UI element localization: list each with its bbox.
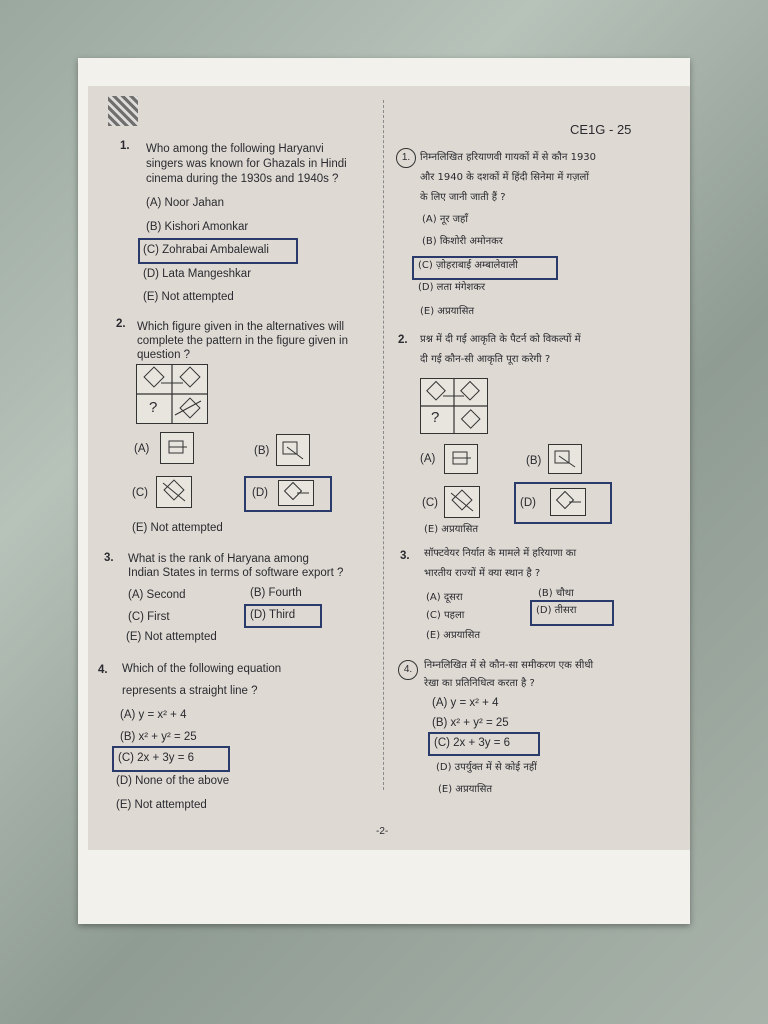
q1-text-line: Who among the following Haryanvi: [146, 143, 324, 155]
q3-text-line: Indian States in terms of software export ?: [128, 567, 344, 579]
q2-option-c-figure: [156, 476, 192, 508]
q3-number: 3.: [400, 550, 410, 562]
q4-text-line: Which of the following equation: [122, 663, 282, 675]
q3-hindi-option-c: (C) पहला: [426, 610, 465, 621]
q3-hindi-option-b: (B) चौथा: [538, 588, 574, 599]
q2-text-line: complete the pattern in the figure given in: [137, 335, 348, 347]
column-divider: [383, 100, 384, 790]
q2-hindi-option-c: (C): [422, 497, 438, 509]
q2-hindi-line: दी गई कौन-सी आकृति पूरा करेगी ?: [420, 354, 551, 365]
q1-hindi-line: के लिए जानी जाती हैं ?: [420, 192, 506, 203]
q3-hindi-line: सॉफ्टवेयर निर्यात के मामले में हरियाणा का: [424, 548, 577, 559]
q2-option-c-figure: [444, 486, 480, 518]
q3-text-line: What is the rank of Haryana among: [128, 553, 309, 565]
q1-option-d: (D) Lata Mangeshkar: [143, 268, 252, 280]
q1-option-c: (C) Zohrabai Ambalewali: [143, 244, 269, 256]
question-mark: ?: [431, 409, 440, 426]
q2-option-b: (B): [254, 445, 270, 457]
q1-hindi-option-e: (E) अप्रयासित: [420, 306, 475, 317]
q2-option-d-figure: [278, 480, 314, 506]
q1-hindi-option-b: (B) किशोरी अमोनकर: [422, 236, 503, 247]
q3-number: 3.: [104, 552, 114, 564]
q4-option-d: (D) None of the above: [116, 775, 230, 787]
page-number: -2-: [376, 826, 389, 837]
q1-option-b: (B) Kishori Amonkar: [146, 221, 249, 233]
q4-option-c: (C) 2x + 3y = 6: [118, 752, 195, 764]
q2-option-b-figure: [548, 444, 582, 474]
q1-number: 1.: [120, 140, 130, 152]
q2-option-b-figure: [276, 434, 310, 466]
q2-hindi-option-a: (A): [420, 453, 436, 465]
paper-code: CE1G - 25: [570, 122, 632, 137]
q3-hindi-option-e: (E) अप्रयासित: [426, 630, 481, 641]
q3-option-b: (B) Fourth: [250, 587, 302, 599]
q3-option-e: (E) Not attempted: [126, 631, 217, 643]
q2-hindi-line: प्रश्न में दी गई आकृति के पैटर्न को विकल्पों में: [420, 334, 581, 345]
q1-option-e: (E) Not attempted: [143, 291, 234, 303]
q2-text-line: Which figure given in the alternatives will: [137, 321, 345, 333]
q4-hindi-option-e: (E) अप्रयासित: [438, 784, 493, 795]
q2-number: 2.: [398, 334, 408, 346]
q4-text-line: represents a straight line ?: [122, 685, 258, 697]
q2-option-e: (E) Not attempted: [132, 522, 223, 534]
q2-option-c: (C): [132, 487, 148, 499]
q4-hindi-line: निम्नलिखित में से कौन-सा समीकरण एक सीधी: [424, 660, 594, 671]
q4-hindi-option-b: (B) x² + y² = 25: [432, 717, 509, 729]
q4-hindi-line: रेखा का प्रतिनिधित्व करता है ?: [424, 678, 535, 689]
q1-text-line: singers was known for Ghazals in Hindi: [146, 158, 347, 170]
q2-option-d-figure: [550, 488, 586, 516]
q2-option-a-figure: [444, 444, 478, 474]
q1-text-line: cinema during the 1930s and 1940s ?: [146, 173, 339, 185]
q1-hindi-option-a: (A) नूर जहाँ: [422, 214, 468, 225]
q2-option-a-figure: [160, 432, 194, 464]
q4-hindi-option-c: (C) 2x + 3y = 6: [434, 737, 511, 749]
q4-option-a: (A) y = x² + 4: [120, 709, 187, 721]
q1-option-a: (A) Noor Jahan: [146, 197, 224, 209]
q2-text-line: question ?: [137, 349, 191, 361]
q4-number-circled: 4.: [398, 660, 418, 680]
question-mark: ?: [149, 399, 158, 416]
q2-hindi-option-b: (B): [526, 455, 542, 467]
pattern-figure: [136, 364, 208, 424]
q4-option-b: (B) x² + y² = 25: [120, 731, 197, 743]
q1-hindi-line: और 1940 के दशकों में हिंदी सिनेमा में गज़लों: [420, 172, 589, 183]
q3-hindi-line: भारतीय राज्यों में क्या स्थान है ?: [424, 568, 541, 579]
q4-hindi-option-a: (A) y = x² + 4: [432, 697, 499, 709]
q2-option-a: (A): [134, 443, 150, 455]
q3-option-d: (D) Third: [250, 609, 296, 621]
q2-hindi-option-d: (D): [520, 497, 536, 509]
q3-option-c: (C) First: [128, 611, 170, 623]
pattern-figure-drawing: [137, 365, 207, 423]
qr-code: [108, 96, 138, 126]
q4-option-e: (E) Not attempted: [116, 799, 207, 811]
q2-option-d: (D): [252, 487, 268, 499]
q2-hindi-option-e: (E) अप्रयासित: [424, 524, 479, 535]
q2-number: 2.: [116, 318, 126, 330]
q3-hindi-option-a: (A) दूसरा: [426, 592, 463, 603]
q1-hindi-option-d: (D) लता मंगेशकर: [418, 282, 486, 293]
pattern-figure: [420, 378, 488, 434]
q1-number-circled: 1.: [396, 148, 416, 168]
q3-hindi-option-d: (D) तीसरा: [536, 605, 577, 616]
q1-hindi-line: निम्नलिखित हरियाणवी गायकों में से कौन 1930: [420, 152, 597, 163]
q4-hindi-option-d: (D) उपर्युक्त में से कोई नहीं: [436, 762, 537, 773]
q4-number: 4.: [98, 664, 108, 676]
q1-hindi-option-c: (C) ज़ोहराबाई अम्बालेवाली: [418, 260, 518, 271]
q3-option-a: (A) Second: [128, 589, 186, 601]
